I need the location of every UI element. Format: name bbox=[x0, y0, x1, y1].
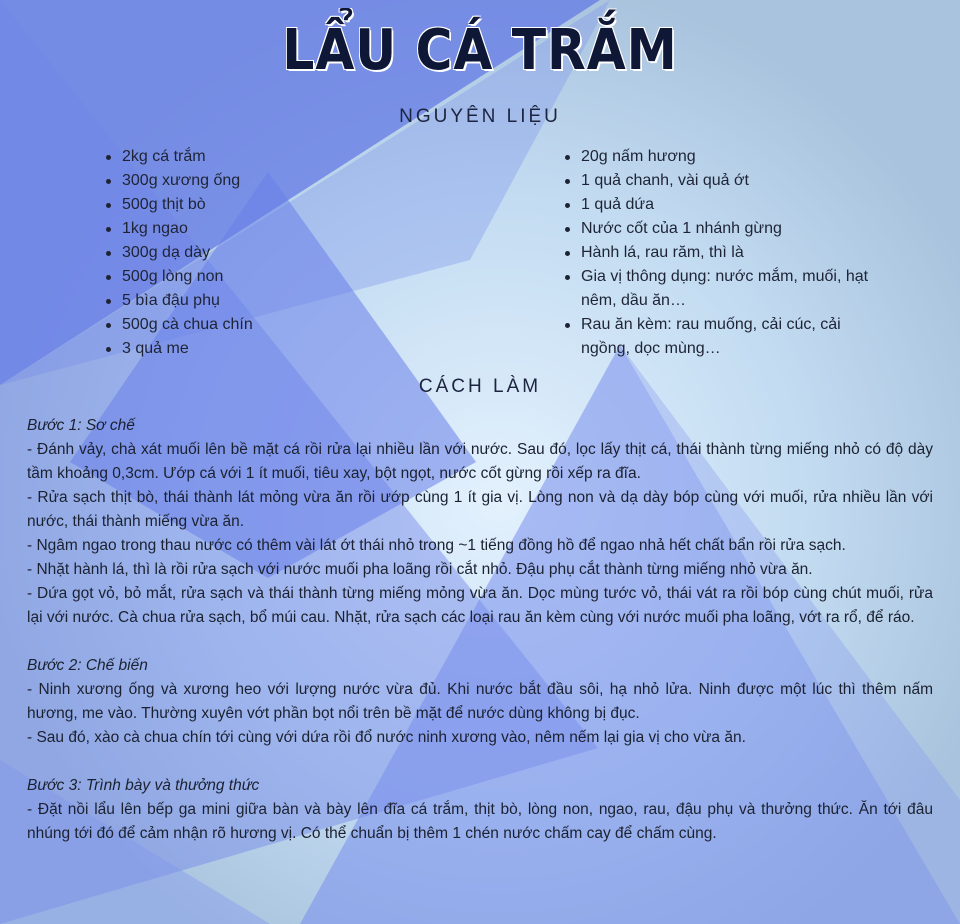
ingredient-item: 2kg cá trắm bbox=[106, 145, 406, 169]
step-instruction: - Nhặt hành lá, thì là rồi rửa sạch với nước muối pha loãng rồi cắt nhỏ. Đậu phụ cắt thành từng miếng nhỏ vừa ăn. bbox=[27, 561, 813, 578]
method-steps bbox=[27, 414, 933, 846]
recipe-title: LẨU CÁ TRẮM bbox=[282, 18, 678, 83]
step-spacer bbox=[27, 630, 933, 654]
ingredient-item: 500g lòng non bbox=[106, 265, 406, 289]
ingredient-item: Gia vị thông dụng: nước mắm, muối, hạt nêm, dầu ăn… bbox=[565, 265, 885, 313]
ingredient-item: 300g dạ dày bbox=[106, 241, 406, 265]
step-instruction: - Rửa sạch thịt bò, thái thành lát mỏng vừa ăn rồi ướp cùng 1 ít gia vị. Lòng non và dạ dày bóp cùng với muối, rửa nhiều lần với nước, thái thành miếng vừa ăn. bbox=[27, 489, 933, 530]
method-heading: CÁCH LÀM bbox=[418, 376, 542, 397]
step-instruction: - Đánh vảy, chà xát muối lên bề mặt cá rồi rửa lại nhiều lần với nước. Sau đó, lọc lấy thịt cá, thái thành từng miếng nhỏ có độ dày tầm khoảng 0,3cm. Ướp cá với 1 ít muối, tiêu xay, bột ngọt, nước cốt gừng rồi xếp ra đĩa. bbox=[27, 441, 933, 482]
ingredient-item: 500g thịt bò bbox=[106, 193, 406, 217]
ingredients-list-left bbox=[106, 145, 406, 361]
step-heading: Bước 2: Chế biến bbox=[27, 657, 148, 674]
ingredient-item: Nước cốt của 1 nhánh gừng bbox=[565, 217, 885, 241]
step-instruction: - Dứa gọt vỏ, bỏ mắt, rửa sạch và thái thành từng miếng mỏng vừa ăn. Dọc mùng tước vỏ, thái vát ra rồi bóp cùng chút muối, rửa lại với nước. Cà chua rửa sạch, bổ múi cau. Nhặt, rửa sạch các loại rau ăn kèm cùng với nước muối pha loãng, vớt ra rổ, để ráo. bbox=[27, 585, 933, 626]
ingredient-item: Rau ăn kèm: rau muống, cải cúc, cải ngồng, dọc mùng… bbox=[565, 313, 885, 361]
step-instruction: - Ninh xương ống và xương heo với lượng nước vừa đủ. Khi nước bắt đầu sôi, hạ nhỏ lửa. Ninh được một lúc thì thêm nấm hương, me vào. Thường xuyên vớt phần bọt nổi trên bề mặt để nước dùng không bị đục. bbox=[27, 681, 933, 722]
ingredient-item: 300g xương ống bbox=[106, 169, 406, 193]
ingredient-item: Hành lá, rau răm, thì là bbox=[565, 241, 885, 265]
step-spacer bbox=[27, 750, 933, 774]
ingredient-item: 1 quả chanh, vài quả ớt bbox=[565, 169, 885, 193]
step-heading: Bước 1: Sơ chế bbox=[27, 417, 135, 434]
ingredients-list-right bbox=[565, 145, 885, 361]
ingredient-item: 500g cà chua chín bbox=[106, 313, 406, 337]
ingredient-item: 3 quả me bbox=[106, 337, 406, 361]
step-instruction: - Sau đó, xào cà chua chín tới cùng với dứa rồi đổ nước ninh xương vào, nêm nếm lại gia vị cho vừa ăn. bbox=[27, 729, 746, 746]
step-instruction: - Ngâm ngao trong thau nước có thêm vài lát ớt thái nhỏ trong ~1 tiếng đồng hồ để ngao nhả hết chất bẩn rồi rửa sạch. bbox=[27, 537, 846, 554]
step-instruction: - Đặt nồi lẩu lên bếp ga mini giữa bàn và bày lên đĩa cá trắm, thịt bò, lòng non, ngao, rau, đậu phụ và thưởng thức. Ăn tới đâu nhúng tới đó để cảm nhận rõ hương vị. Có thể chuẩn bị thêm 1 chén nước chấm cay để chấm cùng. bbox=[27, 801, 933, 842]
ingredient-item: 5 bìa đậu phụ bbox=[106, 289, 406, 313]
step-heading: Bước 3: Trình bày và thưởng thức bbox=[27, 777, 260, 794]
ingredient-item: 20g nấm hương bbox=[565, 145, 885, 169]
ingredients-heading: NGUYÊN LIỆU bbox=[399, 106, 561, 127]
ingredient-item: 1kg ngao bbox=[106, 217, 406, 241]
ingredient-item: 1 quả dứa bbox=[565, 193, 885, 217]
